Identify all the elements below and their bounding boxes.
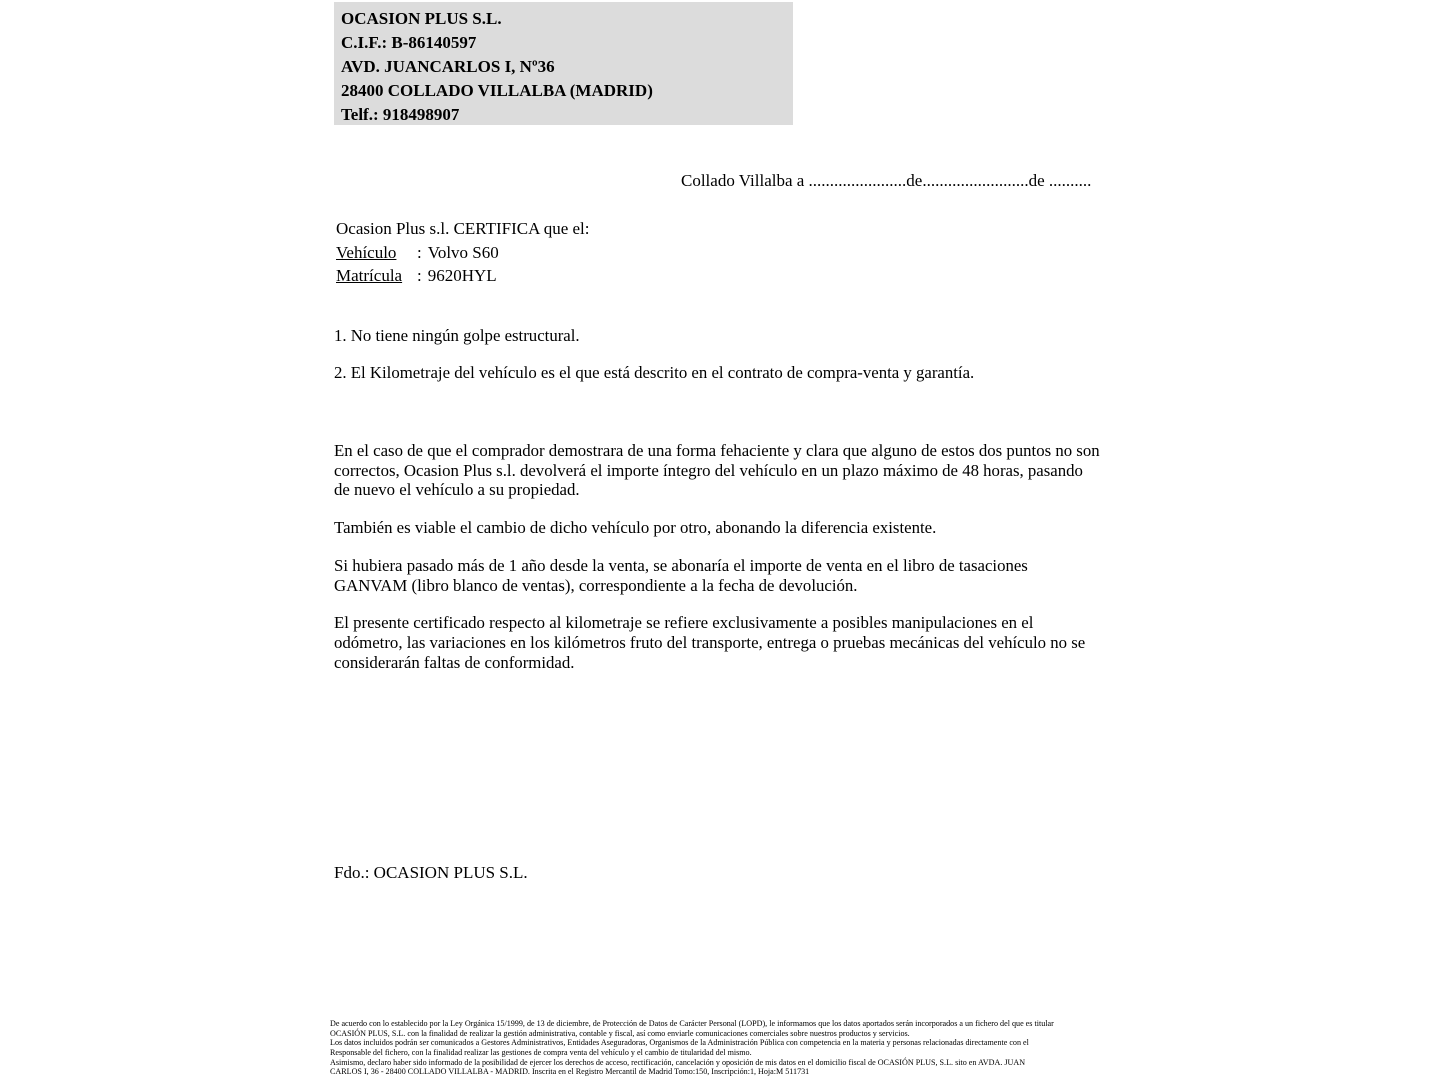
company-phone: Telf.: 918498907 — [341, 105, 460, 124]
vehicle-field-label: Vehículo — [336, 242, 397, 262]
vehicle-field-value: Volvo S60 — [427, 242, 499, 262]
warranty-points — [334, 326, 1104, 399]
plate-field-value: 9620HYL — [427, 266, 497, 285]
plate-field-separator: : — [417, 266, 422, 285]
warranty-point-2: 2. El Kilometraje del vehículo es el que está descrito en el contrato de compra-venta y garantía. — [334, 362, 975, 382]
paragraph-exchange-option: También es viable el cambio de dicho vehículo por otro, abonando la diferencia existente. — [334, 518, 937, 538]
certificate-block — [336, 217, 590, 288]
paragraph-ganvam-valuation: Si hubiera pasado más de 1 año desde la venta, se abonaría el importe de venta en el libro de tasaciones GANVAM (libro blanco de ventas), correspondiente a la fecha de devolución. — [334, 555, 1028, 595]
body-paragraphs — [334, 441, 1100, 690]
company-address: AVD. JUANCARLOS I, Nº36 — [341, 57, 555, 76]
company-cif: C.I.F.: B-86140597 — [341, 33, 477, 52]
paragraph-odometer-clause: El presente certificado respecto al kilometraje se refiere exclusivamente a posibles manipulaciones en el odómetro, las variaciones en los kilómetros fruto del transporte, entrega o pruebas mecánicas del vehículo no se considerarán faltas de conformidad. — [334, 613, 1086, 672]
legal-footer-line: CARLOS I, 36 - 28400 COLLADO VILLALBA - MADRID. Inscrita en el Registro Mercantil de Madrid Tomo:150, Inscripción:1, Hoja:M 511731 — [330, 1067, 810, 1077]
plate-field — [336, 264, 590, 288]
vehicle-field — [336, 241, 590, 265]
legal-footer-line: Asimismo, declaro haber sido informado de la posibilidad de ejercer los derechos de acceso, rectificación, cancelación y oposición de mis datos en el domicilio fiscal de OCASIÓN PLUS, S.L. sito en AVDA. JUAN — [330, 1057, 1026, 1067]
date-fill-in-line: Collado Villalba a .......................de.........................de .......... — [681, 171, 1092, 190]
certificate-intro: Ocasion Plus s.l. CERTIFICA que el: — [336, 219, 590, 238]
paragraph-refund-terms: En el caso de que el comprador demostrara de una forma fehaciente y clara que alguno de estos dos puntos no son correctos, Ocasion Plus s.l. devolverá el importe íntegro del vehículo en un plazo máximo de 48 horas, pasando de nuevo el vehículo a su propiedad. — [334, 441, 1100, 500]
legal-footer-line: Los datos incluidos podrán ser comunicados a Gestores Administrativos, Entidades Aseguradoras, Organismos de la Administración Pública con competencia en la materia y personas relacionadas directamente con el — [330, 1038, 1029, 1048]
warranty-point-1: 1. No tiene ningún golpe estructural. — [334, 326, 580, 345]
company-name: OCASION PLUS S.L. — [341, 9, 502, 28]
signature-line: Fdo.: OCASION PLUS S.L. — [334, 863, 528, 882]
legal-footer-line: De acuerdo con lo establecido por la Ley Orgánica 15/1999, de 13 de diciembre, de Protección de Datos de Carácter Personal (LOPD), le informamos que los datos aportados serán incorporados a un fichero del que es titular — [330, 1019, 1054, 1028]
company-header-box — [334, 2, 793, 125]
company-city: 28400 COLLADO VILLALBA (MADRID) — [341, 81, 653, 100]
legal-footer-line: Responsable del fichero, con la finalidad realizar las gestiones de compra venta del vehículo y el cambio de titularidad del mismo. — [330, 1047, 752, 1057]
legal-footer — [330, 1019, 1054, 1077]
vehicle-field-separator: : — [417, 242, 422, 262]
plate-field-label: Matrícula — [336, 266, 403, 285]
legal-footer-line: OCASIÓN PLUS, S.L. con la finalidad de realizar la gestión administrativa, contable y fiscal, así como enviarle comunicaciones comerciales sobre nuestros productos y servicios. — [330, 1028, 910, 1038]
